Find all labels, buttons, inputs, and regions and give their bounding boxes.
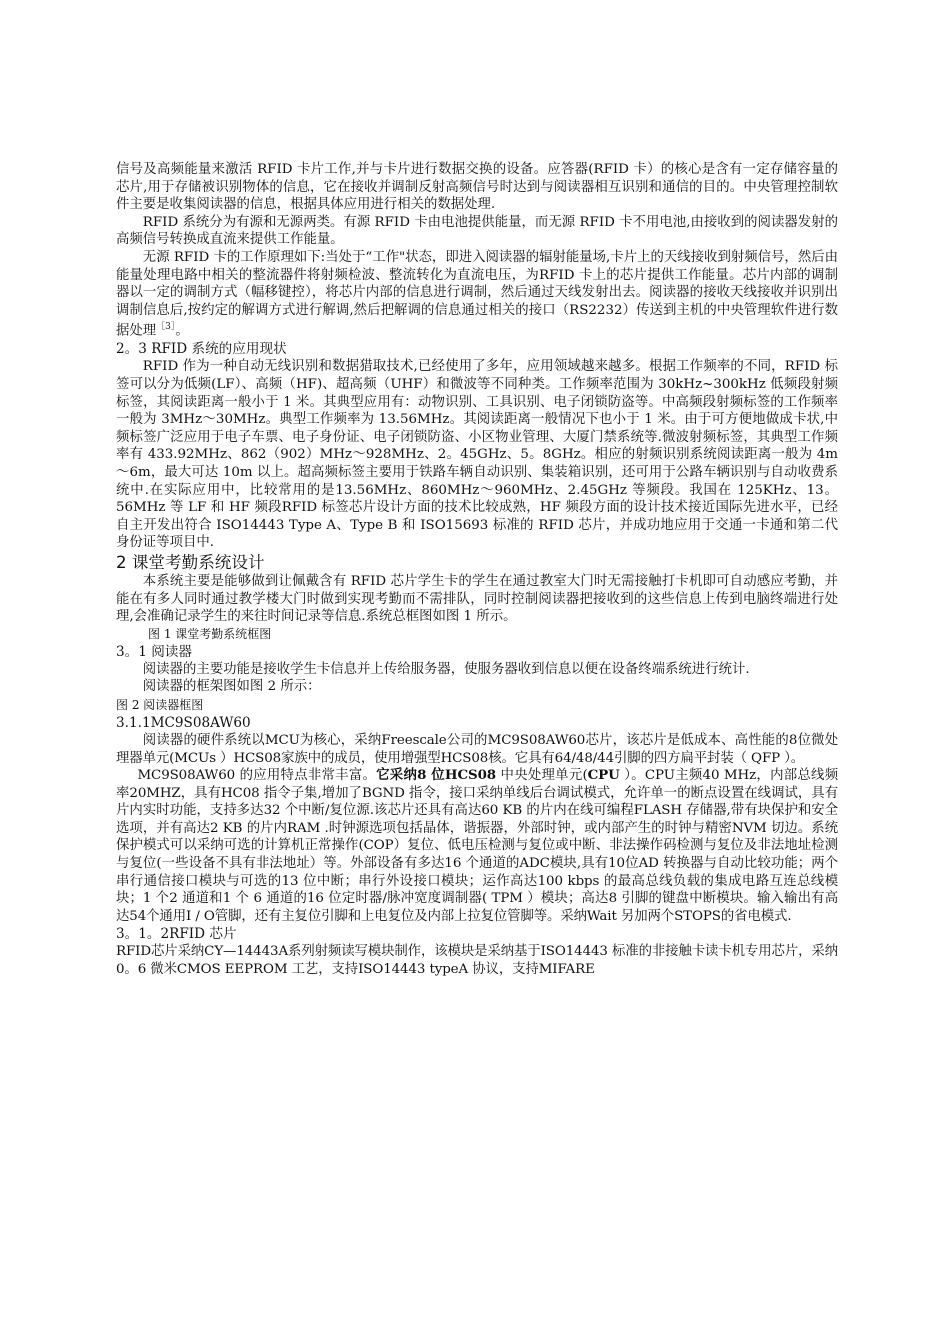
section-heading-3-1: 3。1 阅读器	[116, 643, 192, 660]
section-heading-3-1-2: 3。1。2RFID 芯片	[116, 926, 237, 943]
reference-mark: ［3］	[156, 322, 176, 333]
figure-2-caption: 图 2 阅读器框图	[116, 697, 204, 712]
figure-1-caption: 图 1 课堂考勤系统框图	[148, 626, 272, 641]
paragraph-application-status: RFID 作为一种自动无线识别和数据猎取技术,已经使用了多年，应用领域越来越多。根据工作频率的不同，RFID 标签可以分为低频(LF）、高频（HF)、超高频（UHF）和微波等不同种类。工作频率范围为 30kHz~300kHz 低频段射频标签，其阅读距离一般小于 1 米。其典型应用有：动物识别、工具识别、电子闭锁防盗等。中高频段射频标签的工作频率一般为 3MHz～30MHz。典型工作频率为 13.56MHz。其阅读距离一般情况下也小于 1 米。由于可方便地做成卡状,中频标签广泛应用于电子车票、电子身份证、电子闭锁防盗、小区物业管理、大厦门禁系统等.微波射频标签，其典型工作频率有 433.92MHz、862（902）MHz～928MHz、2。45GHz、5。8GHz。相应的射频识别系统阅读距离一般为 4m～6m，最大可达 10m 以上。超高频标签主要用于铁路车辆自动识别、集装箱识别，还可用于公路车辆识别与自动收费系统中.在实际应用中，比较常用的是13.56MHz、860MHz～960MHz、2.45GHz 等频段。我国在 125KHz、13。56MHz 等 LF 和 HF 频段RFID 标签芯片设计方面的技术比较成熟，HF 频段方面的设计技术接近国际先进水平，已经自主开发出符合 ISO14443 Type A、Type B 和 ISO15693 标准的 RFID 芯片，并成功地应用于交通一卡通和第二代身份证等项目中.	[116, 359, 838, 551]
mcu-features-lead: MC9S08AW60 的应用特点非常丰富。	[137, 768, 377, 784]
paragraph-reader-function: 阅读器的主要功能是接收学生卡信息并上传给服务器，使服务器收到信息以便在设备终端系统进行统计.	[142, 661, 750, 677]
mcu-features-cpu-unit: 中央处理单元(	[496, 768, 588, 784]
chapter-heading-2: 2 课堂考勤系统设计	[116, 552, 265, 572]
paragraph-mcu-features	[116, 767, 838, 925]
mcu-features-bold-cpu: CPU	[587, 767, 620, 784]
paragraph-mcu-hardware: 阅读器的硬件系统以MCU为核心，采纳Freescale公司的MC9S08AW60芯片，该芯片是低成本、高性能的8位微处理器单元(MCUs ）HCS08家族中的成员，使用增强型HCS08核。它具有64/48/44引脚的四方扁平封装（ QFP ）。	[116, 732, 838, 766]
document-page	[116, 161, 838, 979]
paragraph-reader-figure-ref: 阅读器的框架图如图 2 所示：	[142, 679, 321, 695]
section-heading-2-3: 2。3 RFID 系统的应用现状	[116, 341, 287, 358]
mcu-features-bold-core: 它采纳8 位HCS08	[376, 767, 497, 784]
paragraph-passive-principle	[116, 249, 838, 340]
paragraph-system-overview: 本系统主要是能够做到让佩戴含有 RFID 芯片学生卡的学生在通过教室大门时无需接触打卡机即可自动感应考勤，并能在有多人同时通过教学楼大门时做到实现考勤而不需排队，同时控制阅读器把接收到的这些信息上传到电脑终端进行处理,会准确记录学生的来往时间记录等信息.系统总框图如图 1 所示。	[116, 573, 838, 625]
section-heading-3-1-1: 3.1.1MC9S08AW60	[116, 714, 251, 731]
paragraph-rfid-chip: RFID芯片采纳CY—14443A系列射频读写模块制作，该模块是采纳基于ISO14443 标准的非接触卡读卡机专用芯片，采纳0。6 微米CMOS EEPROM 工艺，支持ISO14443 typeA 协议，支持MIFARE	[116, 944, 838, 978]
paragraph-passive-principle-end: 。	[175, 323, 189, 339]
paragraph-rfid-reader-intro: 信号及高频能量来激活 RFID 卡片工作,并与卡片进行数据交换的设备。应答器(RFID 卡）的核心是含有一定存储容量的芯片,用于存储被识别物体的信息，它在接收并调制反射高频信号时达到与阅读器相互识别和通信的目的。中央管理控制软件主要是收集阅读器的信息，根据具体应用进行相关的数据处理.	[116, 162, 838, 213]
paragraph-active-passive: RFID 系统分为有源和无源两类。有源 RFID 卡由电池提供能量，而无源 RFID 卡不用电池,由接收到的阅读器发射的高频信号转换成直流来提供工作能量。	[116, 214, 838, 248]
mcu-features-body: ）。CPU主频40 MHz，内部总线频率20MHZ，具有HC08 指令子集,增加了BGND 指令，接口采纳单线后台调试模式，允许单一的断点设置在线调试，具有片内实时功能，支持多达32 个中断/复位源.该芯片还具有高达60 KB 的片内在线可编程FLASH 存储器,带有块保护和安全选项，并有高达2 KB 的片内RAM .时钟源选项包括晶体，谐振器，外部时钟，或内部产生的时钟与精密NVM 切边。系统保护模式可以采纳可选的计算机正常操作(COP）复位、低电压检测与复位或中断、非法操作码检测与复位及非法地址检测与复位(一些设备不具有非法地址）等。外部设备有多达16 个通道的ADC模块,具有10位AD 转换器与自动比较功能；两个串行通信接口模块与可选的13 位中断；串行外设接口模块；运作高达100 kbps 的最高总线负载的集成电路互连总线模块；1 个2 通道和1 个 6 通道的16 位定时器/脉冲宽度调制器( TPM ）模块；高达8 引脚的键盘中断模块。输入输出有高达54个通用I / O管脚，还有主复位引脚和上电复位及内部上拉复位管脚等。采纳Wait 另加两个STOPS的省电模式.	[116, 768, 838, 924]
paragraph-passive-principle-text: 无源 RFID 卡的工作原理如下:当处于“工作"状态，即进入阅读器的辐射能量场,卡片上的天线接收到射频信号，然后由能量处理电路中相关的整流器件将射频检波、整流转化为直流电压，为RFID 卡上的芯片提供工作能量。芯片内部的调制器以一定的调制方式（幅移键控），将芯片内部的信息进行调制，然后通过天线发射出去。阅读器的接收天线接收并识别出调制信息后,按约定的解调方式进行解调,然后把解调的信息通过相关的接口（RS2232）传送到主机的中央管理软件进行数据处理	[116, 249, 838, 339]
